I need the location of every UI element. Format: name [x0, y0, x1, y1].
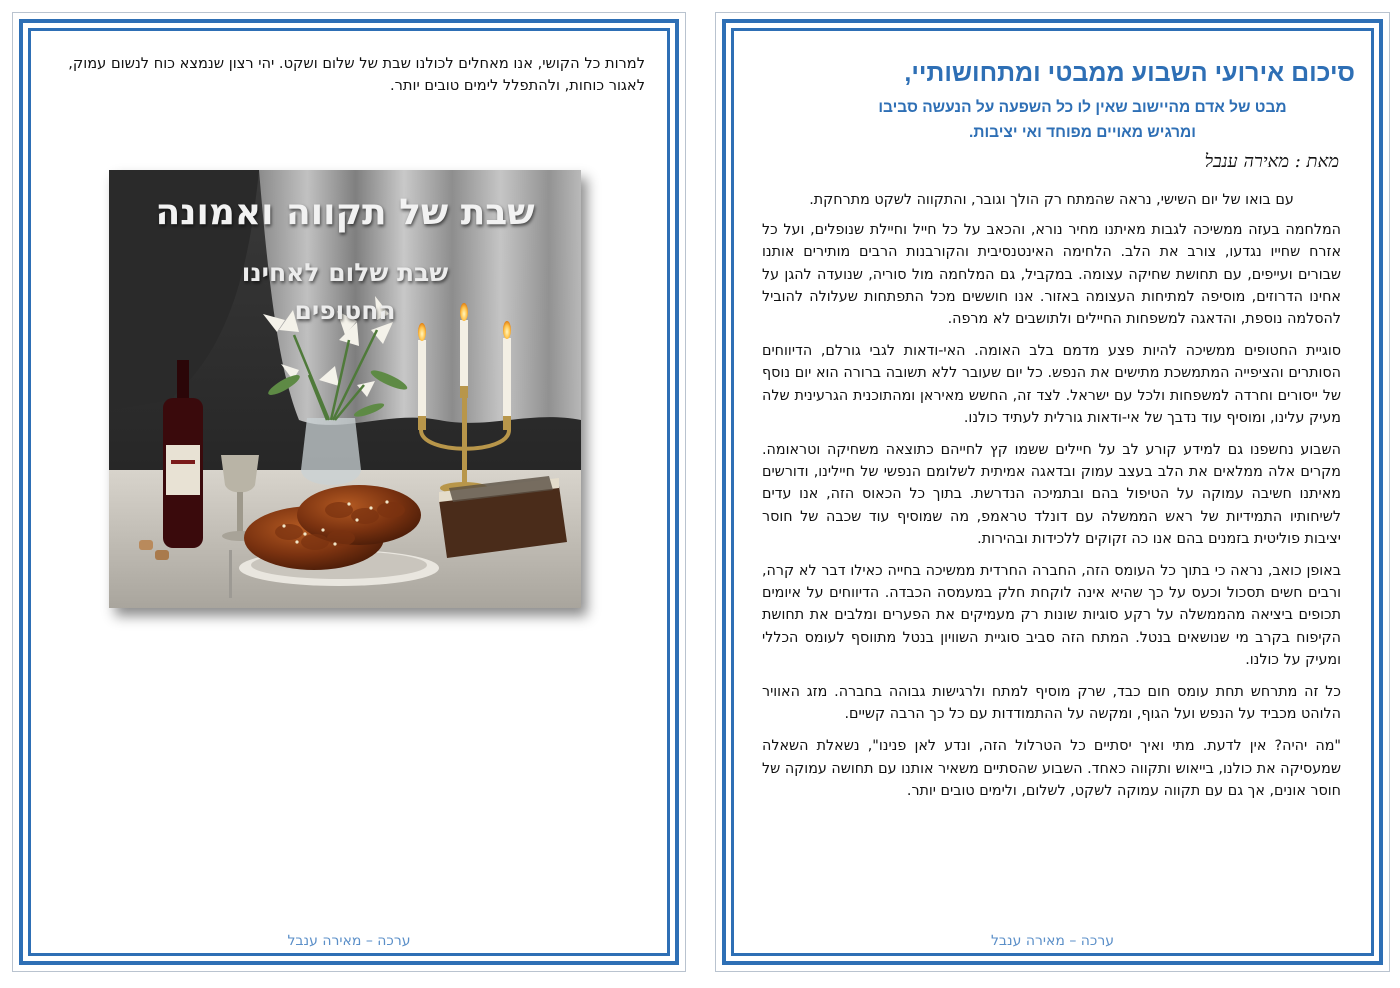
poster-title: שבת של תקווה ואמונה — [155, 192, 535, 233]
article-body — [762, 189, 1341, 812]
left-page-footer: ערכה – מאירה ענבל — [287, 933, 411, 949]
shabbat-poster-image — [109, 170, 581, 608]
poster-subtitle — [109, 254, 581, 330]
shabbat-greeting-text: למרות כל הקושי, אנו מאחלים לכולנו שבת של שלום ושקט. יהי רצון שנמצא כוח לנשום עמוק, לאגור כוחות, ולהתפלל לימים טובים יותר. — [68, 55, 645, 94]
article-subtitle-line2: ומרגיש מאויים מפוחד ואי יציבות. — [969, 124, 1196, 141]
poster-subtitle-line2: החטופים — [294, 296, 396, 325]
article-paragraph: השבוע נחשפנו גם למידע קורע לב על חיילים ששמו קץ לחייהם כתוצאה משחיקה וטראומה. מקרים אלה ממלאים את הלב בעצב עמוק ובדאגה אמיתית לשלומם הנפשי של חיילינו, ודורשים מאיתנו חשיבה עמוקה על הטיפול בהם ובתמיכה הנדרשת. בתוך כל הכאוס הזה, אנו עדים לשיחותיו התמידיות של ראש הממשלה עם דונלד טראמפ, מה שמוסיף עוד שכבה של חוסר יציבות פוליטית בזמנים בהם אנו כה זקוקים ללכידות ובהירות. — [762, 442, 1341, 547]
left-page — [12, 12, 686, 972]
right-page — [715, 12, 1390, 972]
article-author: מאת : מאירה ענבל — [1204, 151, 1339, 172]
article-paragraph: כל זה מתרחש תחת עומס חום כבד, שרק מוסיף למתח ולרגישות גבוהה בחברה. מזג האוויר הלוהט מכביד על הנפש ועל הגוף, ומקשה על ההתמודדות עם כל כך הרבה קשיים. — [762, 684, 1341, 723]
poster-subtitle-line1: שבת שלום לאחינו — [241, 258, 449, 287]
article-paragraph: עם בואו של יום השישי, נראה שהמתח רק הולך וגובר, והתקווה לשקט מתרחקת. — [809, 192, 1294, 208]
article-title: סיכום אירועי השבוע ממבטי ומתחושותיי, — [904, 59, 1355, 87]
article-subtitle — [836, 95, 1329, 145]
article-paragraph: "מה יהיה? אין לדעת. מתי ואיך יסתיים כל הטרלול הזה, ונדע לאן פנינו", נשאלת השאלה שמעסיקה את כולנו, בייאוש ותקווה כאחד. השבוע שהסתיים משאיר אותנו עם תחושה עמוקה של חוסר אונים, אך גם עם תקווה עמוקה לשקט, לשלום, ולימים טובים יותר. — [762, 738, 1341, 799]
article-subtitle-line1: מבט של אדם מהיישוב שאין לו כל השפעה על הנעשה סביבו — [878, 99, 1287, 116]
article-paragraph: המלחמה בעזה ממשיכה לגבות מאיתנו מחיר נורא, והכאב על כל חייל וחיילת שנופלים, ועל כל אזרח שחייו נגדעו, צורב את הלב. הלחימה האינטנסיבית והקורבנות הרבים מותירים אותנו שבורים ועייפים, עם תחושת שחיקה עצומה. במקביל, גם המלחמה מול סוריה, שנועדה להגן על אחינו הדרוזים, מוסיפה למתיחות העצומה באזור. אנו חוששים מכל התפתחות שעלולה להוביל להסלמה נוספת, והדאגה למשפחות החיילים ולתושבים לא מרפה. — [762, 222, 1341, 328]
article-paragraph: סוגיית החטופים ממשיכה להיות פצע מדמם בלב האומה. האי-ודאות לגבי גורלם, הדיווחים הסותרים והציפייה המתמשכת מתישים את הנפש. כל יום שעובר ללא תשובה ברורה הוא יום נוסף של ייסורים וחרדה למשפחות ולכל עם ישראל. לצד זה, החשש מאיראן ומהתוכנית הגרעינית שלה מעיק עלינו, ומוסיף עוד נדבך של אי-ודאות גורלית לעתיד כולנו. — [762, 343, 1341, 426]
article-paragraph: באופן כואב, נראה כי בתוך כל העומס הזה, החברה החרדית ממשיכה בחייה כאילו דבר לא קרה, ורבים חשים תסכול וכעס על כך שהיא אינה לוקחת חלק במעמסה הכבדה. הדיווחים על איומים תכופים ביציאה מהממשלה על רקע סוגיות שונות רק מעמיקים את הפערים ומלבים את תחושת הקיפוח בקרב מי שנושאים בנטל. המתח הזה סביב סוגיית השוויון בנטל מתווסף לעומס הכללי ומעיק על כולנו. — [762, 563, 1341, 668]
right-page-footer: ערכה – מאירה ענבל — [990, 933, 1115, 949]
